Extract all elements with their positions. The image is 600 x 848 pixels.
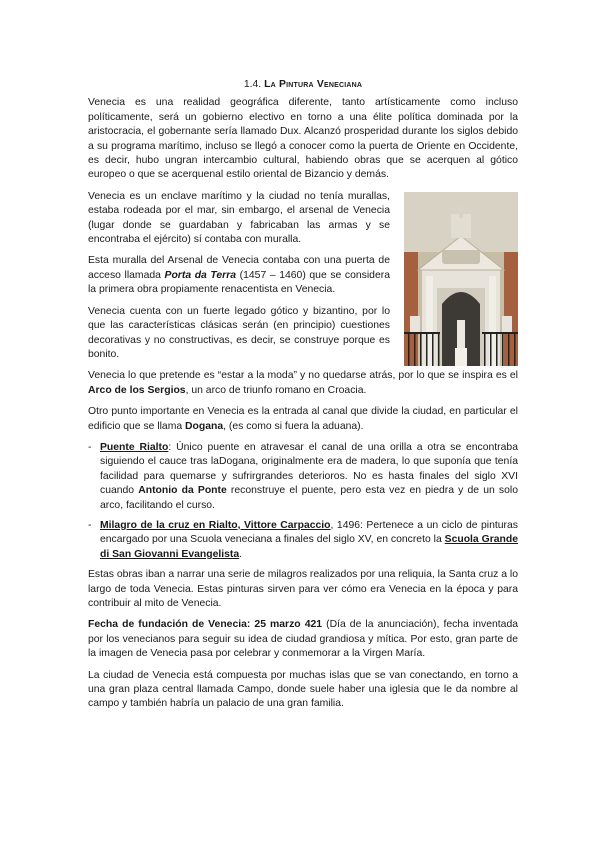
paragraph-moda [88,369,518,398]
dogana-text-before: Otro punto importante en Venecia es la entrada al canal que divide la ciudad, en particular el edificio que se llama [88,406,518,432]
moda-text-after: , un arco de triunfo romano en Croacia. [185,384,367,396]
list-item [88,519,518,562]
works-list [88,441,518,562]
section-title: La Pintura Veneciana [264,79,363,90]
document-content [88,78,518,719]
dogana-term: Dogana [185,420,224,432]
moda-text-before: Venecia lo que pretende es “estar a la moda” y no quedarse atrás, por lo que se inspira es el [88,370,518,382]
paragraph-intro: Venecia es una realidad geográfica diferente, tanto artísticamente como incluso políticamente, será un gobierno electivo en torno a una élite política dominada por la aristocracia, el gobernante sería llamado Dux. Alcanzó prosperidad durante los siglos debido a su programa marítimo, incluso se llegó a conocer como la puerta de Oriente en Occidente, es decir, hubo ungran intercambio cultural, habiendo obras que se acerquen al gótico europeo o que se acerquenal estilo oriental de Bizancio y demás. [88,97,518,181]
milagro-text-1: , 1496: Pertenece a un ciclo de pinturas encargado por una Scuola veneciana a finales del siglo XV, en concreto la [100,519,518,546]
antonio-da-ponte-term: Antonio da Ponte [138,485,227,497]
dogana-text-after: , (es como si fuera la aduana). [223,420,364,432]
section-number: 1.4. [243,79,262,90]
porta-text-before: Esta muralla del Arsenal de Venecia contaba con una puerta de acceso llamada [88,255,390,281]
rialto-text-2: reconstruye el puente, pero esta vez en piedra y de un solo arco, facilitando el curso. [100,485,518,511]
paragraph-fundacion [88,618,518,661]
porta-da-terra-image [404,192,518,366]
fundacion-term: Fecha de fundación de Venecia: 25 marzo 421 [88,619,323,631]
fundacion-text: (Día de la anunciación), fecha inventada por los venecianos para seguir su idea de ciudad grandiosa y mítica. Por esto, gran parte de la imagen de Venecia pasa por celebrar y conmemorar a la Virgen María. [88,619,518,660]
list-dash: - [88,519,92,531]
paragraph-porta-da-terra [88,254,390,297]
porta-text-after: (1457 – 1460) que se considera la primera obra propiamente renacentista en Venecia. [88,269,390,296]
puente-rialto-term: Puente Rialto [100,441,169,453]
porta-da-terra-photo [404,192,518,366]
paragraph-legacy: Venecia cuenta con un fuerte legado gótico y bizantino, por lo que las características clásicas serán (en principio) cuestiones decorativas y no constructivas, es decir, se construye porque es bonito. [88,305,390,360]
paragraph-dogana [88,405,518,434]
paragraph-arsenal: Venecia es un enclave marítimo y la ciudad no tenía murallas, estaba rodeada por el mar, sin embargo, el arsenal de Venecia (lugar donde se guardaban y fabricaban las armas y se encontraba el ejército) sí contaba con muralla. [88,190,390,246]
arco-sergios-term: Arco de los Sergios [88,384,186,396]
list-item [88,441,518,513]
paragraph-milagros: Estas obras iban a narrar una serie de milagros realizados por una reliquia, la Santa cruz a lo largo de toda Venecia. Estas pinturas sirven para ver cómo era Venecia en la época y para contribuir al mito de Venecia. [88,569,518,609]
rialto-text-1: : Único puente en atravesar el canal de una orilla a otra se encontraba siguiendo el cauce tras laDogana, originalmente era de madera, lo que suponía que tenía facilidad para quemarse y sufrirgrandes deterioros. No es hasta finales del siglo XVI cuando [100,441,518,497]
text-with-photo [88,190,518,362]
porta-da-terra-term: Porta da Terra [164,269,237,281]
scuola-grande-term: Scuola Grande di San Giovanni Evangelista [100,534,518,560]
paragraph-campo: La ciudad de Venecia está compuesta por muchas islas que se van conectando, en torno a una gran plaza central llamada Campo, donde suele haber una iglesia que le da nombre al campo y también habría un palacio de una gran familia. [88,669,518,710]
milagro-text-2: . [239,548,243,560]
milagro-term: Milagro de la cruz en Rialto, Vittore Carpaccio [100,519,331,531]
section-heading [88,78,518,92]
list-dash: - [88,441,92,453]
